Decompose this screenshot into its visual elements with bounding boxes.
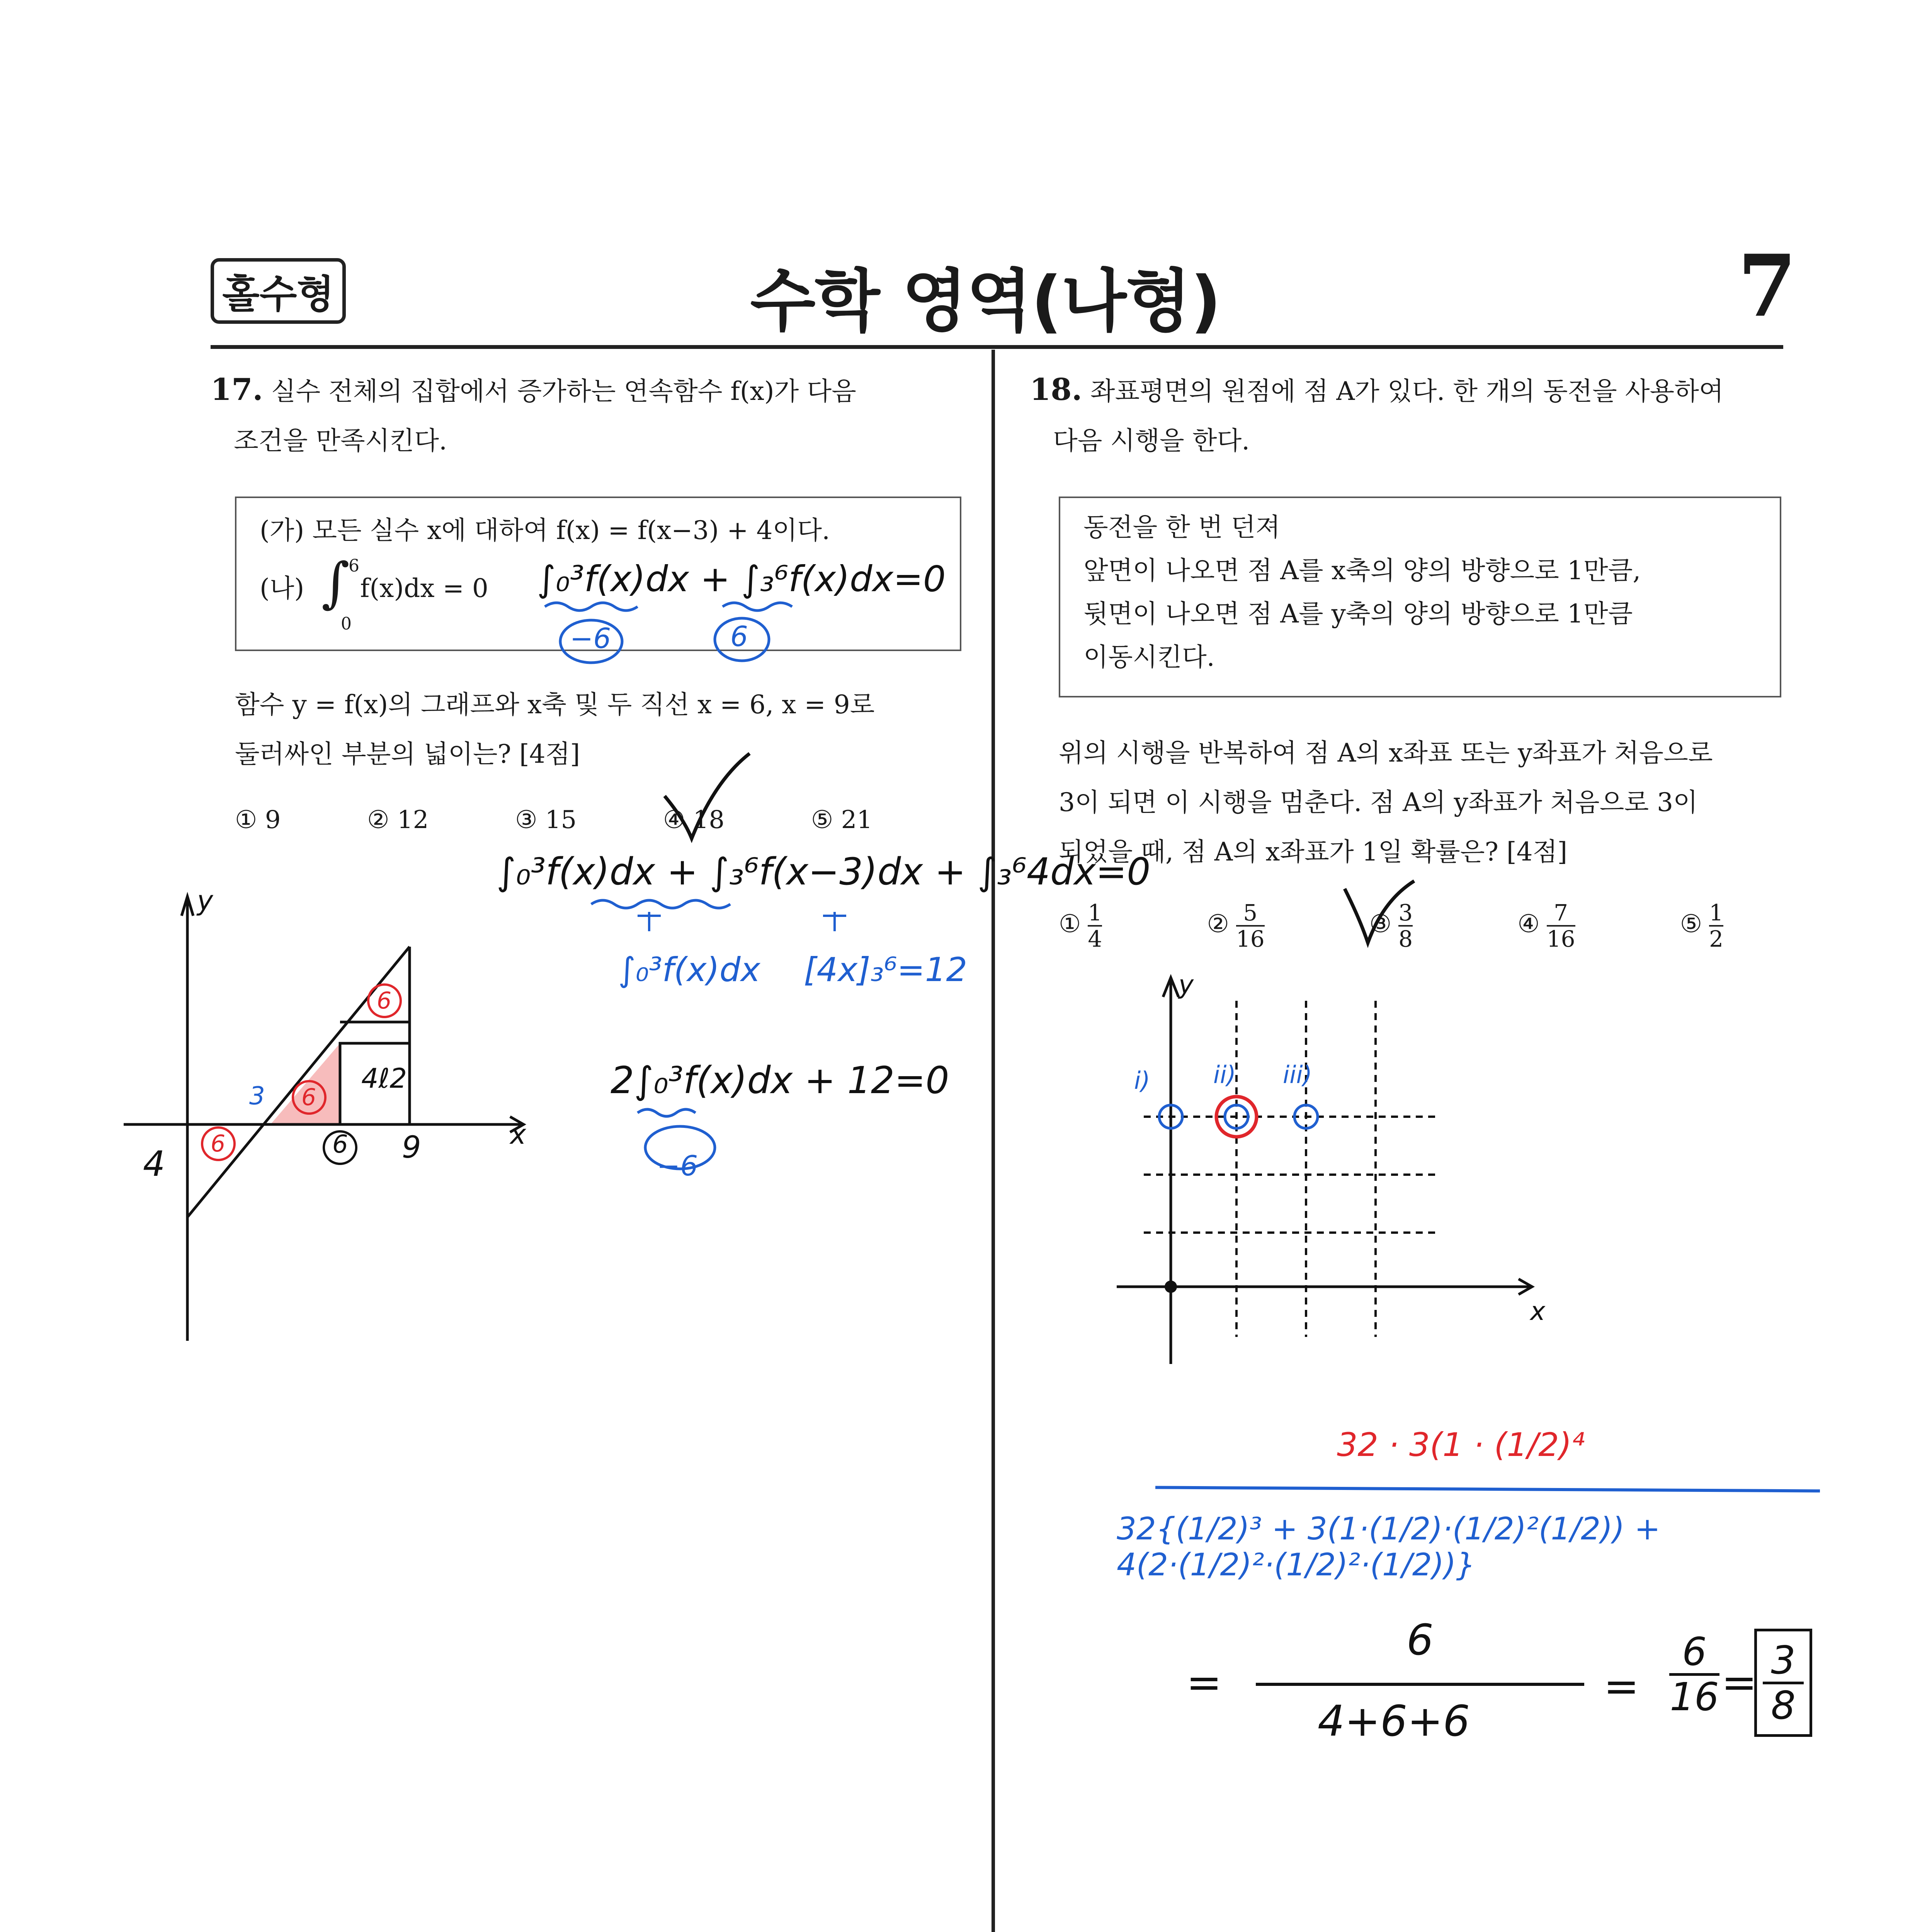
q18-question-line3: 되었을 때, 점 A의 x좌표가 1일 확률은? [4점] xyxy=(1059,837,1568,867)
q18-stem-line1: 좌표평면의 원점에 점 A가 있다. 한 개의 동전을 사용하여 xyxy=(1090,376,1724,406)
q18-choice-4[interactable]: ④ $\frac{7}{16}$ xyxy=(1517,900,1575,952)
q18-hand-result-eq: = xyxy=(1604,1662,1639,1711)
q17-hand-six: 6 xyxy=(730,620,748,653)
q17-hand-eq-line3-right: [4x]₃⁶=12 xyxy=(804,951,968,989)
integral-sign: ∫ xyxy=(321,551,350,614)
page-number: 7 xyxy=(1737,236,1797,336)
q18-question-line1: 위의 시행을 반복하여 점 A의 x좌표 또는 y좌표가 처음으로 xyxy=(1059,738,1713,768)
q18-hand-numerator xyxy=(1337,1426,1585,1464)
q17-condition-na-expr: f(x)dx = 0 xyxy=(360,573,488,603)
column-divider xyxy=(992,350,995,1932)
q18-lattice-sketch xyxy=(1105,966,1569,1372)
q17-question-line1: 함수 y = f(x)의 그래프와 x축 및 두 직선 x = 6, x = 9로 xyxy=(235,690,875,719)
q18-hand-result-left: = xyxy=(1186,1658,1222,1707)
q18-box-line4: 이동시킨다. xyxy=(1083,642,1215,672)
q18-hand-fraction-bar xyxy=(1155,1486,1820,1492)
q18-hand-result-den: 4+6+6 xyxy=(1318,1696,1470,1746)
q17-choice-4[interactable]: ④ 18 xyxy=(663,806,725,834)
q17-question xyxy=(235,680,969,779)
q18-label-i: i) xyxy=(1134,1066,1150,1095)
q17-hand-eq-line3-left: ∫₀³f(x)dx xyxy=(618,951,760,989)
q18-box-line3: 뒷면이 나오면 점 A를 y축의 양의 방향으로 1만큼 xyxy=(1083,599,1633,629)
q17-integral-lower: 0 xyxy=(341,614,352,634)
q18-box-line2: 앞면이 나오면 점 A를 x축의 양의 방향으로 1만큼, xyxy=(1083,556,1641,585)
q18-choice-2[interactable]: ② $\frac{5}{16}$ xyxy=(1207,900,1265,952)
q17-hand-wavy2 xyxy=(587,896,858,943)
q18-box-line1: 동전을 한 번 던져 xyxy=(1083,512,1281,542)
q17-graph-x-label: x xyxy=(510,1119,526,1150)
q18-question-line2: 3이 되면 이 시행을 멈춘다. 점 A의 y좌표가 처음으로 3이 xyxy=(1059,787,1698,817)
page-title: 수학 영역(나형) xyxy=(750,262,1221,341)
q17-hand-neg6-b: −6 xyxy=(657,1150,698,1182)
q17-choice-3[interactable]: ③ 15 xyxy=(515,806,577,834)
q17-integral-upper: 6 xyxy=(349,556,359,576)
q17-hand-neg6: −6 xyxy=(570,622,611,655)
q17-question-line2: 둘러싸인 부분의 넓이는? [4점] xyxy=(235,739,580,769)
q17-graph-three: 3 xyxy=(249,1082,265,1111)
q18-label-ii: ii) xyxy=(1213,1061,1236,1089)
q17-choices xyxy=(235,806,969,834)
q17-graph-six-axis: 6 xyxy=(332,1130,348,1159)
q18-hand-denominator: 32{(1/2)³ + 3(1·(1/2)·(1/2)²(1/2)) + 4(2·(1/2)²·(1/2)²·(1/2))} xyxy=(1117,1511,1660,1583)
q17-graph-circled-3: 6 xyxy=(211,1130,226,1157)
q17-graph-sketch xyxy=(116,877,560,1349)
q18-hand-numerator-text: 32 · 3(1 · (1/2)⁴ xyxy=(1337,1426,1585,1464)
q17-graph-four: 4 xyxy=(143,1144,165,1184)
q17-stem-line2: 조건을 만족시킨다. xyxy=(234,426,447,456)
q18-label-iii: iii) xyxy=(1283,1061,1312,1089)
q17-hand-eq-line4: 2∫₀³f(x)dx + 12=0 xyxy=(611,1059,949,1102)
q18-choice-5[interactable]: ⑤ $\frac{1}{2}$ xyxy=(1680,900,1723,952)
q18-question xyxy=(1059,728,1785,877)
q18-number: 18. xyxy=(1030,372,1082,407)
q17-hand-eq-top: ∫₀³f(x)dx + ∫₃⁶f(x)dx=0 xyxy=(537,558,946,600)
q18-procedure-box xyxy=(1059,497,1781,697)
q17-condition-na-label: (나) xyxy=(260,573,304,603)
q17-hand-eq-line2: ∫₀³f(x)dx + ∫₃⁶f(x−3)dx + ∫₃⁶4dx=0 xyxy=(497,850,1151,893)
q17-choice-5[interactable]: ⑤ 21 xyxy=(811,806,872,834)
exam-type-badge: 홀수형 xyxy=(211,258,346,324)
q17-stem-line1: 실수 전체의 집합에서 증가하는 연속함수 f(x)가 다음 xyxy=(271,376,856,406)
q18-stem xyxy=(1030,365,1787,466)
q18-choice-3[interactable]: ③ $\frac{3}{8}$ xyxy=(1369,900,1413,952)
q17-graph-nine: 9 xyxy=(402,1130,421,1165)
q18-choice-1[interactable]: ① $\frac{1}{4}$ xyxy=(1059,900,1102,952)
q18-checkmark xyxy=(1341,877,1418,951)
q18-origin-point xyxy=(1165,1281,1177,1293)
q18-hand-frac-6-16: 6 16 xyxy=(1670,1629,1719,1719)
q18-hand-boxed-answer: 3 8 xyxy=(1754,1629,1812,1737)
q17-choice-2[interactable]: ② 12 xyxy=(367,806,429,834)
q17-graph-fourtwelve: 4ℓ2 xyxy=(361,1063,407,1094)
q18-graph-x-label: x xyxy=(1530,1296,1546,1326)
q17-graph-circled-2: 6 xyxy=(301,1084,316,1111)
q18-hand-result-num: 6 xyxy=(1406,1615,1434,1665)
q18-stem-line2: 다음 시행을 한다. xyxy=(1053,426,1250,456)
q18-graph-y-label: y xyxy=(1179,970,1194,1000)
q17-condition-ga: (가) 모든 실수 x에 대하여 f(x) = f(x−3) + 4이다. xyxy=(260,515,830,545)
header-rule xyxy=(211,345,1783,349)
q17-stem xyxy=(211,365,964,466)
q18-hand-result-bar xyxy=(1256,1683,1584,1686)
q17-graph-y-label: y xyxy=(197,885,213,917)
q17-checkmark xyxy=(657,750,757,850)
q17-number: 17. xyxy=(211,372,263,407)
q18-hand-result-eq2: = xyxy=(1721,1658,1757,1707)
q17-choice-1[interactable]: ① 9 xyxy=(235,806,281,834)
q17-graph-circled-1: 6 xyxy=(377,987,392,1014)
